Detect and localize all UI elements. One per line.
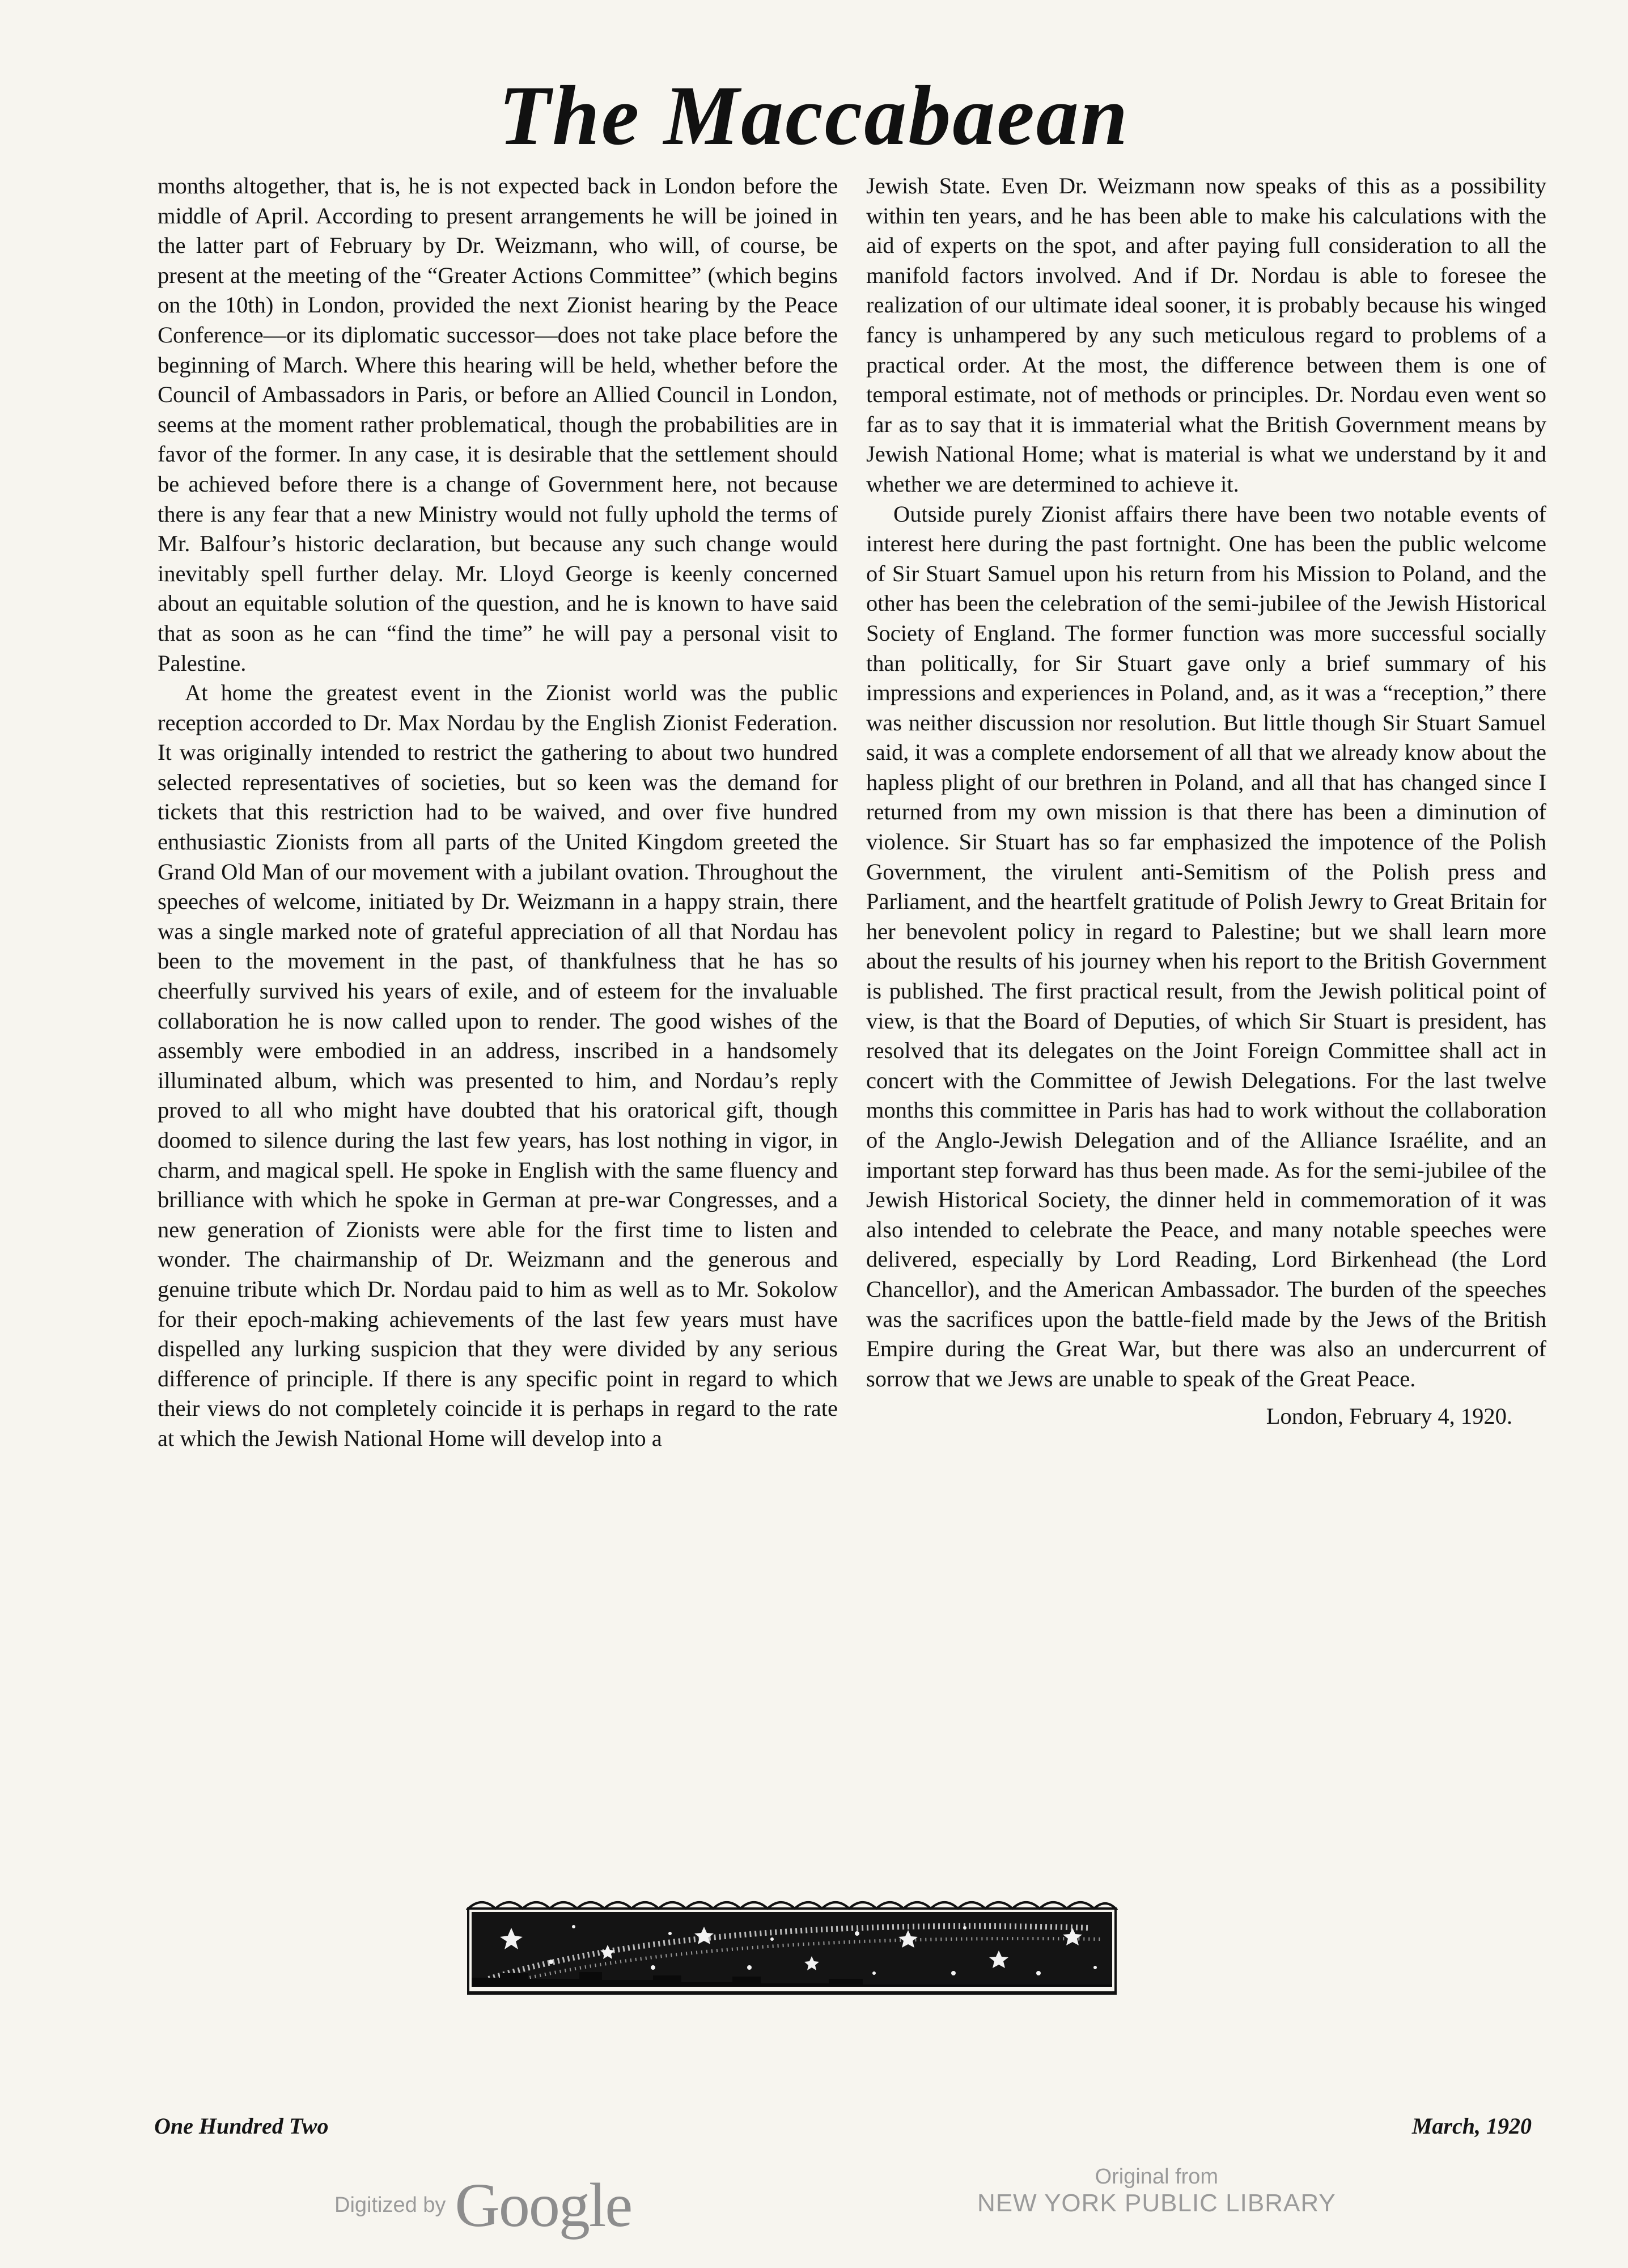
issue-date: March, 1920 (1411, 2113, 1532, 2139)
paragraph: Outside purely Zionist affairs there have been two notable events of interest here during the past fortnight. One has been the public welcome of Sir Stuart Samuel upon his return from his Mission to Poland, and the other has been the celebration of the semi-jubilee of the Jewish Historical Society of England. The former function was more successful socially than politically, for Sir Stuart gave only a brief summary of his impressions and experiences in Poland, and, as it was a “reception,” there was neither discussion nor resolution. But little though Sir Stuart Samuel said, it was a complete endorsement of all that we already know about the hapless plight of our brethren in Poland, and all that has changed since I returned from my own mission is that there has been a diminution of violence. Sir Stuart has so far emphasized the impotence of the Polish Government, the virulent anti-Semitism of the Polish press and Parliament, and the heartfelt gratitude of Polish Jewry to Great Britain for her benevolent policy in regard to Palestine; but we shall learn more about the results of his journey when his report to the British Government is published. The first practical result, from the Jewish political point of view, is that the Board of Deputies, of which Sir Stuart is president, has resolved that its delegates on the Joint Foreign Committee shall act in concert with the Committee of Jewish Delegations. For the last twelve months this committee in Paris has had to work without the collaboration of the Anglo-Jewish Delegation and of the Alliance Israélite, and an important step forward has thus been made. As for the semi-jubilee of the Jewish Historical Society, the dinner held in commemoration of it was also intended to celebrate the Peace, and many notable speeches were delivered, especially by Lord Reading, Lord Birkenhead (the Lord Chancellor), and the American Ambassador. The burden of the speeches was the sacrifices upon the battle-field made by the Jews of the British Empire during the Great War, but there was also an undercurrent of sorrow that we Jews are unable to speak of the Great Peace. (866, 501, 1546, 1391)
digitized-by-text: Digitized by (334, 2193, 446, 2217)
library-name: NEW YORK PUBLIC LIBRARY (977, 2189, 1336, 2217)
paragraph: Jewish State. Even Dr. Weizmann now speaks of this as a possibility within ten years, and he has been able to make his calculations with the aid of experts on the spot, and after paying full consideration to all the manifold factors involved. And if Dr. Nordau is able to foresee the realization of our ultimate ideal sooner, it is probably because his winged fancy is unhampered by any such meticulous regard to problems of a practical order. At the most, the difference between them is one of temporal estimate, not of methods or principles. Dr. Nordau even went so far as to say that it is immaterial what the British Government means by Jewish National Home; what is material is what we understand by it and whether we are determined to achieve it. (866, 173, 1546, 497)
original-from-text: Original from (1095, 2165, 1219, 2189)
masthead-title: The Maccabaean (498, 69, 1130, 163)
left-column (158, 171, 838, 1454)
library-watermark (977, 2165, 1336, 2218)
page-number-label: One Hundred Two (154, 2113, 329, 2139)
right-column (866, 171, 1546, 1432)
paragraph: months altogether, that is, he is not expected back in London before the middle of April. According to present arrangements he will be joined in the latter part of February by Dr. Weizmann, who will, of course, be present at the meeting of the “Greater Actions Committee” (which begins on the 10th) in London, provided the next Zionist hearing by the Peace Conference—or its diplomatic successor—does not take place before the beginning of March. Where this hearing will be held, whether before the Council of Ambassadors in Paris, or before an Allied Council in London, seems at the moment rather problematical, though the probabilities are in favor of the former. In any case, it is desirable that the settlement should be achieved before there is a change of Government here, not because there is any fear that a new Ministry would not fully uphold the terms of Mr. Balfour’s historic declaration, but because any such change would inevitably spell further delay. Mr. Lloyd George is keenly concerned about an equitable solution of the question, and he is known to have said that as soon as he can “find the time” he will pay a personal visit to Palestine. (158, 173, 838, 676)
digitized-by-watermark (334, 2169, 631, 2241)
google-logo: Google (455, 2170, 632, 2240)
starry-night-banner-icon (466, 1894, 1118, 2007)
dateline: London, February 4, 1920. (1266, 1403, 1512, 1429)
paragraph: At home the greatest event in the Zionist world was the public reception accorded to Dr. Max Nordau by the English Zionist Federation. It was originally intended to restrict the gathering to about two hundred selected representatives of societies, but so keen was the demand for tickets that this restriction had to be waived, and over five hundred enthusiastic Zionists from all parts of the United Kingdom greeted the Grand Old Man of our movement with a jubilant ovation. Throughout the speeches of welcome, initiated by Dr. Weizmann in a happy strain, there was a single marked note of grateful appreciation of all that Nordau has been to the movement in the past, of thankfulness that he has so cheerfully survived his years of exile, and of esteem for the invaluable collaboration he is now called upon to render. The good wishes of the assembly were embodied in an address, inscribed in a handsomely illuminated album, which was presented to him, and Nordau’s reply proved to all who might have doubted that his oratorical gift, though doomed to silence during the last few years, has lost nothing in vigor, in charm, and magical spell. He spoke in English with the same fluency and brilliance with which he spoke in German at pre-war Congresses, and a new generation of Zionists were able for the first time to listen and wonder. The chairmanship of Dr. Weizmann and the generous and genuine tribute which Dr. Nordau paid to him as well as to Mr. Sokolow for their epoch-making achievements of the last few years must have dispelled any lurking suspicion that they were divided by any serious difference of principle. If there is any specific point in regard to which their views do not completely coincide it is perhaps in regard to the rate at which the Jewish National Home will develop into a (158, 680, 838, 1451)
